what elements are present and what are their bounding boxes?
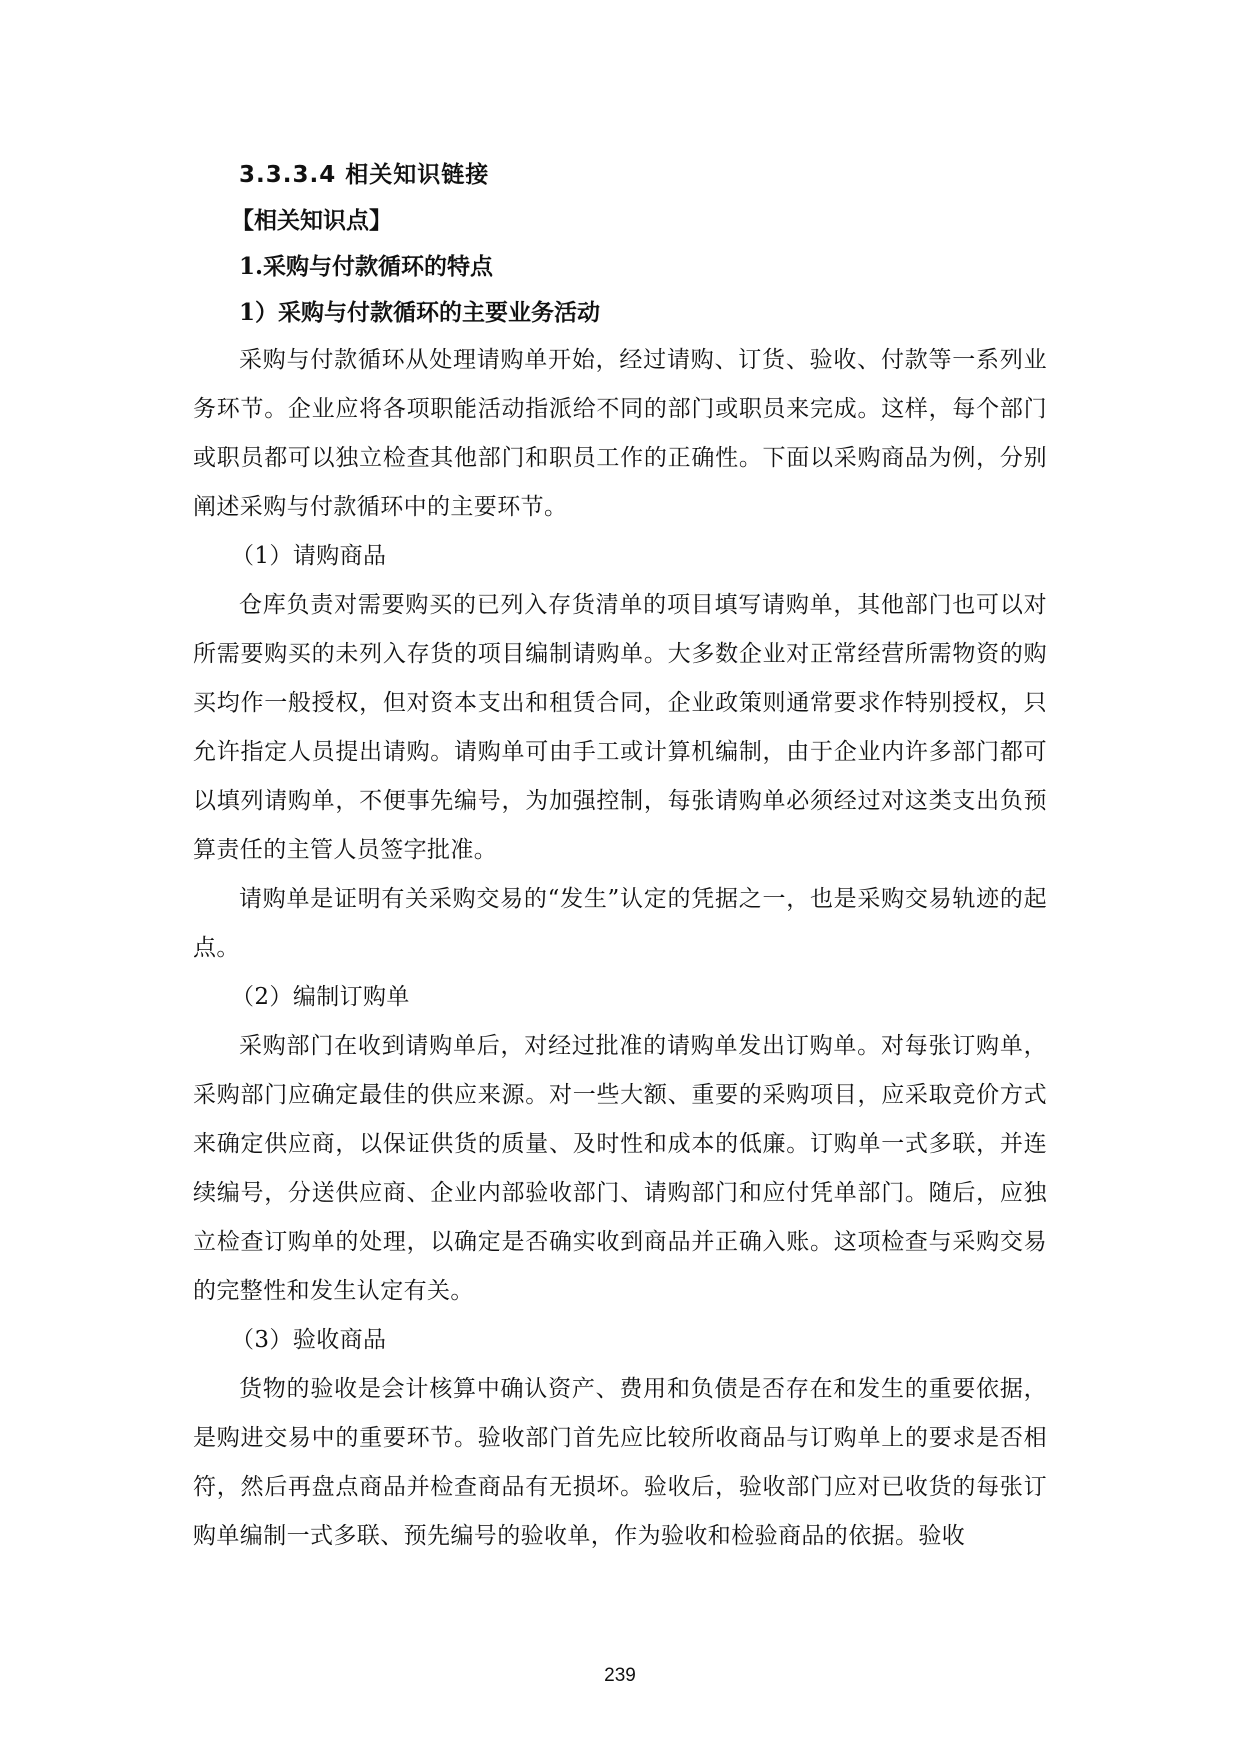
item3-title: （3）验收商品 [231, 1327, 387, 1353]
subtopic-heading: 1）采购与付款循环的主要业务活动 [239, 299, 601, 326]
page-number: 239 [604, 1665, 636, 1686]
knowledge-points-heading: 【相关知识点】 [231, 207, 392, 234]
item1-paragraph-1: 仓库负责对需要购买的已列入存货清单的项目填写请购单，其他部门也可以对所需要购买的未列入存货的项目编制请购单。大多数企业对正常经营所需物资的购买均作一般授权，但对资本支出和租赁合同，企业政策则通常要求作特别授权，只允许指定人员提出请购。请购单可由手工或计算机编制，由于企业内许多部门都可以填列请购单，不便事先编号，为加强控制，每张请购单必须经过对这类支出负预算责任的主管人员签字批准。 [193, 592, 1047, 863]
item1-paragraph-2: 请购单是证明有关采购交易的“发生”认定的凭据之一，也是采购交易轨迹的起点。 [193, 886, 1047, 961]
page-body [193, 152, 1047, 1561]
item3-paragraph: 货物的验收是会计核算中确认资产、费用和负债是否存在和发生的重要依据，是购进交易中的重要环节。验收部门首先应比较所收商品与订购单上的要求是否相符，然后再盘点商品并检查商品有无损坏。验收后，验收部门应对已收货的每张订购单编制一式多联、预先编号的验收单，作为验收和检验商品的依据。验收 [193, 1376, 1047, 1549]
intro-paragraph: 采购与付款循环从处理请购单开始，经过请购、订货、验收、付款等一系列业务环节。企业应将各项职能活动指派给不同的部门或职员来完成。这样，每个部门或职员都可以独立检查其他部门和职员工作的正确性。下面以采购商品为例，分别阐述采购与付款循环中的主要环节。 [193, 347, 1047, 520]
item2-title: （2）编制订购单 [231, 984, 410, 1010]
item2-paragraph: 采购部门在收到请购单后，对经过批准的请购单发出订购单。对每张订购单，采购部门应确定最佳的供应来源。对一些大额、重要的采购项目，应采取竞价方式来确定供应商，以保证供货的质量、及时性和成本的低廉。订购单一式多联，并连续编号，分送供应商、企业内部验收部门、请购部门和应付凭单部门。随后，应独立检查订购单的处理，以确定是否确实收到商品并正确入账。这项检查与采购交易的完整性和发生认定有关。 [193, 1033, 1047, 1304]
topic-heading: 1.采购与付款循环的特点 [239, 253, 494, 280]
section-heading: 3.3.3.4 相关知识链接 [239, 162, 490, 188]
item1-title: （1）请购商品 [231, 543, 387, 569]
